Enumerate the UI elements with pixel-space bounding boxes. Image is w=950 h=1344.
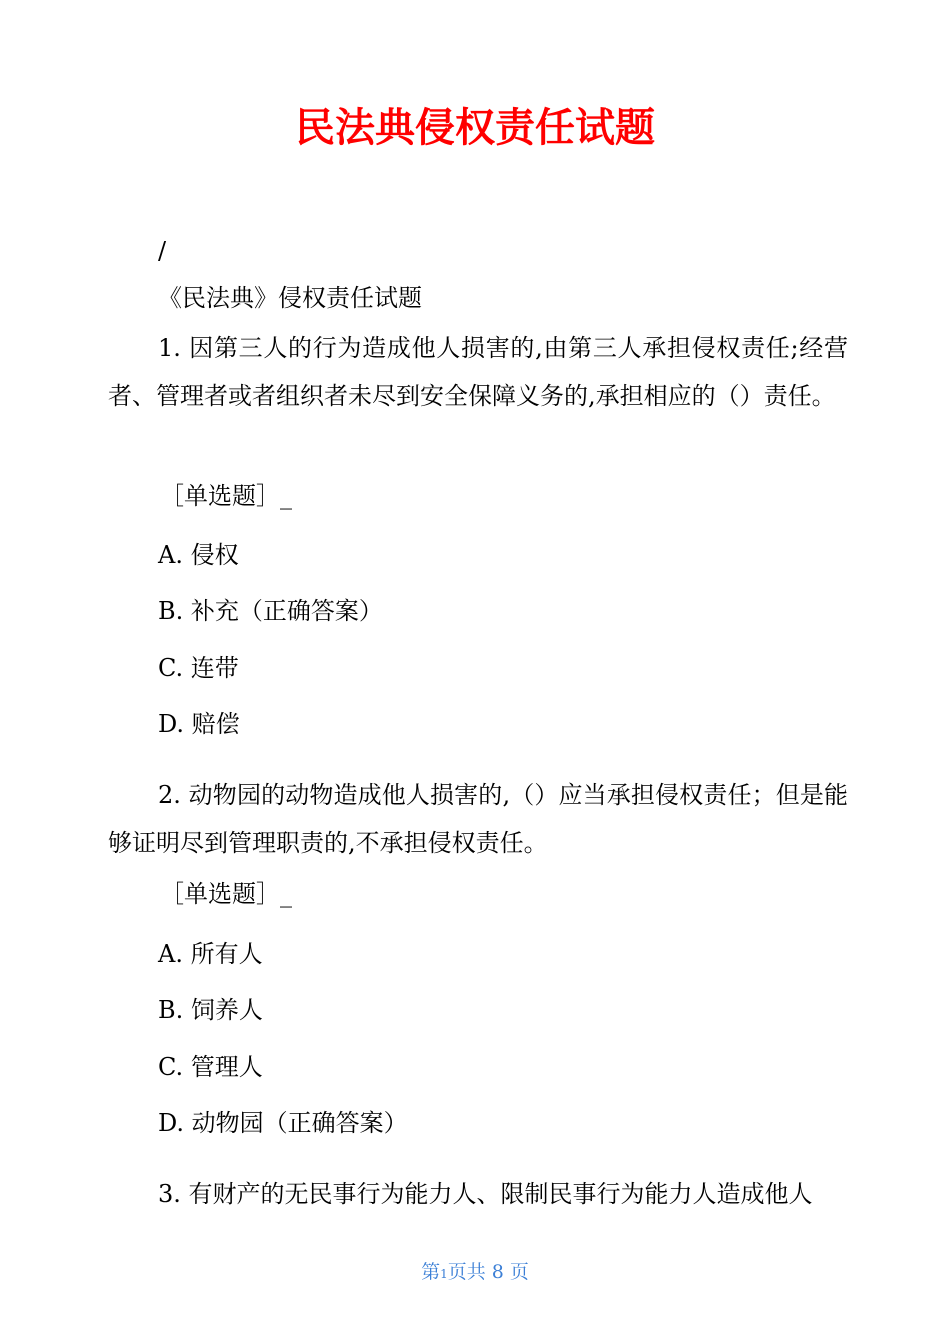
document-subtitle: 《民法典》侵权责任试题 <box>158 284 422 312</box>
question-2-stem: 2. 动物园的动物造成他人损害的,（）应当承担侵权责任；但是能够证明尽到管理职责的,不承担侵权责任。 <box>108 781 848 857</box>
question-1-option-b: B. 补充（正确答案） <box>158 597 383 625</box>
footer-suffix: 页共 8 页 <box>447 1261 529 1283</box>
question-2-option-d: D. 动物园（正确答案） <box>158 1109 408 1137</box>
question-1-option-d: D. 赔偿 <box>158 710 240 738</box>
question-2-option-b: B. 饲养人 <box>158 996 263 1024</box>
slash-mark: / <box>158 237 167 265</box>
question-1-option-a: A. 侵权 <box>158 541 239 569</box>
footer-page-number: 1 <box>440 1267 448 1281</box>
question-1-type: ［单选题］_ <box>160 482 292 510</box>
question-1-stem: 1. 因第三人的行为造成他人损害的,由第三人承担侵权责任;经营者、管理者或者组织者未尽到安全保障义务的,承担相应的（）责任。 <box>108 334 848 410</box>
page-footer <box>0 1258 950 1288</box>
question-2-option-a: A. 所有人 <box>158 940 263 968</box>
question-2-option-c: C. 管理人 <box>158 1053 263 1081</box>
footer-prefix: 第 <box>421 1261 441 1283</box>
question-3-stem: 3. 有财产的无民事行为能力人、限制民事行为能力人造成他人 <box>158 1180 813 1208</box>
document-title: 民法典侵权责任试题 <box>295 105 655 151</box>
question-1-option-c: C. 连带 <box>158 654 239 682</box>
question-2-type: ［单选题］_ <box>160 880 292 908</box>
